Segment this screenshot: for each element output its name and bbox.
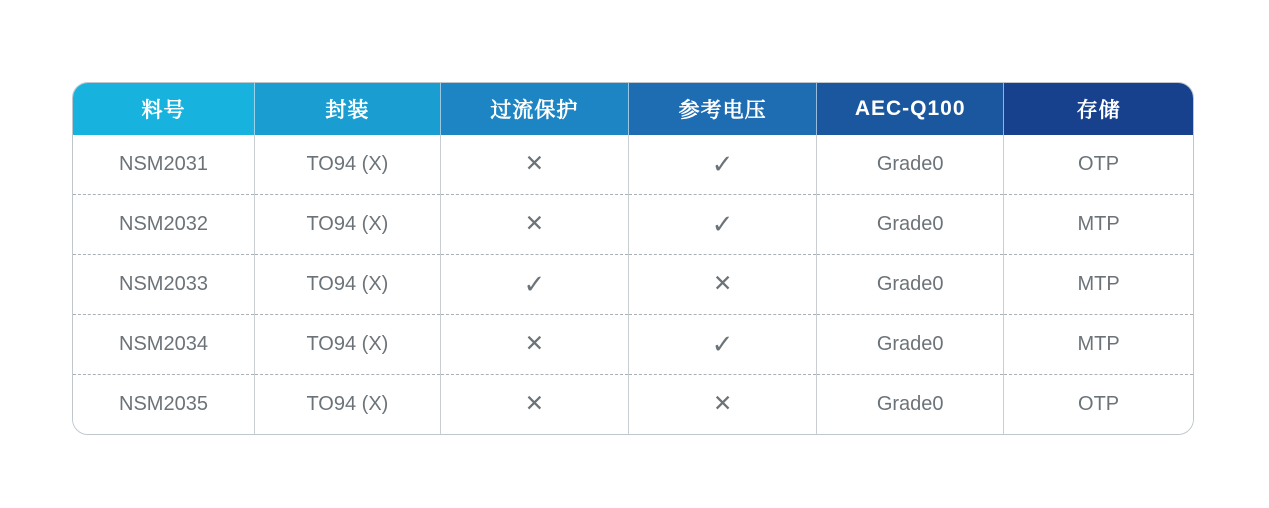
cell-part-number: NSM2034 — [73, 315, 254, 375]
table-body — [73, 135, 1193, 434]
cell-part-number: NSM2033 — [73, 255, 254, 315]
cell-package: TO94 (X) — [254, 255, 440, 315]
cross-icon: ✕ — [712, 390, 733, 416]
cross-icon: ✕ — [524, 210, 545, 236]
cell-vref — [629, 315, 817, 375]
cell-vref — [629, 255, 817, 315]
cell-vref — [629, 195, 817, 255]
cell-part-number: NSM2031 — [73, 135, 254, 195]
product-spec-table-container — [72, 82, 1194, 435]
cell-aec-q100: Grade0 — [817, 255, 1004, 315]
column-header-part-number: 料号 — [73, 83, 254, 135]
column-header-vref: 参考电压 — [629, 83, 817, 135]
cell-aec-q100: Grade0 — [817, 375, 1004, 435]
cell-memory: MTP — [1004, 255, 1193, 315]
cell-memory: MTP — [1004, 315, 1193, 375]
table-row — [73, 255, 1193, 315]
cell-package: TO94 (X) — [254, 195, 440, 255]
check-icon: ✓ — [711, 208, 734, 239]
cell-aec-q100: Grade0 — [817, 315, 1004, 375]
table-row — [73, 375, 1193, 435]
table-header — [73, 83, 1193, 135]
cross-icon: ✕ — [524, 150, 545, 176]
table-row — [73, 135, 1193, 195]
table-header-row — [73, 83, 1193, 135]
product-spec-table — [73, 83, 1193, 434]
cell-ocp — [440, 195, 628, 255]
cell-ocp — [440, 135, 628, 195]
cell-memory: MTP — [1004, 195, 1193, 255]
cell-memory: OTP — [1004, 375, 1193, 435]
cell-part-number: NSM2032 — [73, 195, 254, 255]
cell-ocp — [440, 315, 628, 375]
column-header-memory: 存储 — [1004, 83, 1193, 135]
cell-part-number: NSM2035 — [73, 375, 254, 435]
check-icon: ✓ — [523, 268, 546, 299]
cell-memory: OTP — [1004, 135, 1193, 195]
cross-icon: ✕ — [712, 270, 733, 296]
check-icon: ✓ — [711, 328, 734, 359]
cell-vref — [629, 375, 817, 435]
cross-icon: ✕ — [524, 390, 545, 416]
column-header-ocp: 过流保护 — [440, 83, 628, 135]
cell-package: TO94 (X) — [254, 315, 440, 375]
column-header-package: 封装 — [254, 83, 440, 135]
cell-aec-q100: Grade0 — [817, 135, 1004, 195]
cell-aec-q100: Grade0 — [817, 195, 1004, 255]
cross-icon: ✕ — [524, 330, 545, 356]
cell-ocp — [440, 255, 628, 315]
table-row — [73, 195, 1193, 255]
cell-package: TO94 (X) — [254, 135, 440, 195]
table-row — [73, 315, 1193, 375]
cell-package: TO94 (X) — [254, 375, 440, 435]
cell-ocp — [440, 375, 628, 435]
check-icon: ✓ — [711, 148, 734, 179]
column-header-aec-q100: AEC-Q100 — [817, 83, 1004, 135]
cell-vref — [629, 135, 817, 195]
